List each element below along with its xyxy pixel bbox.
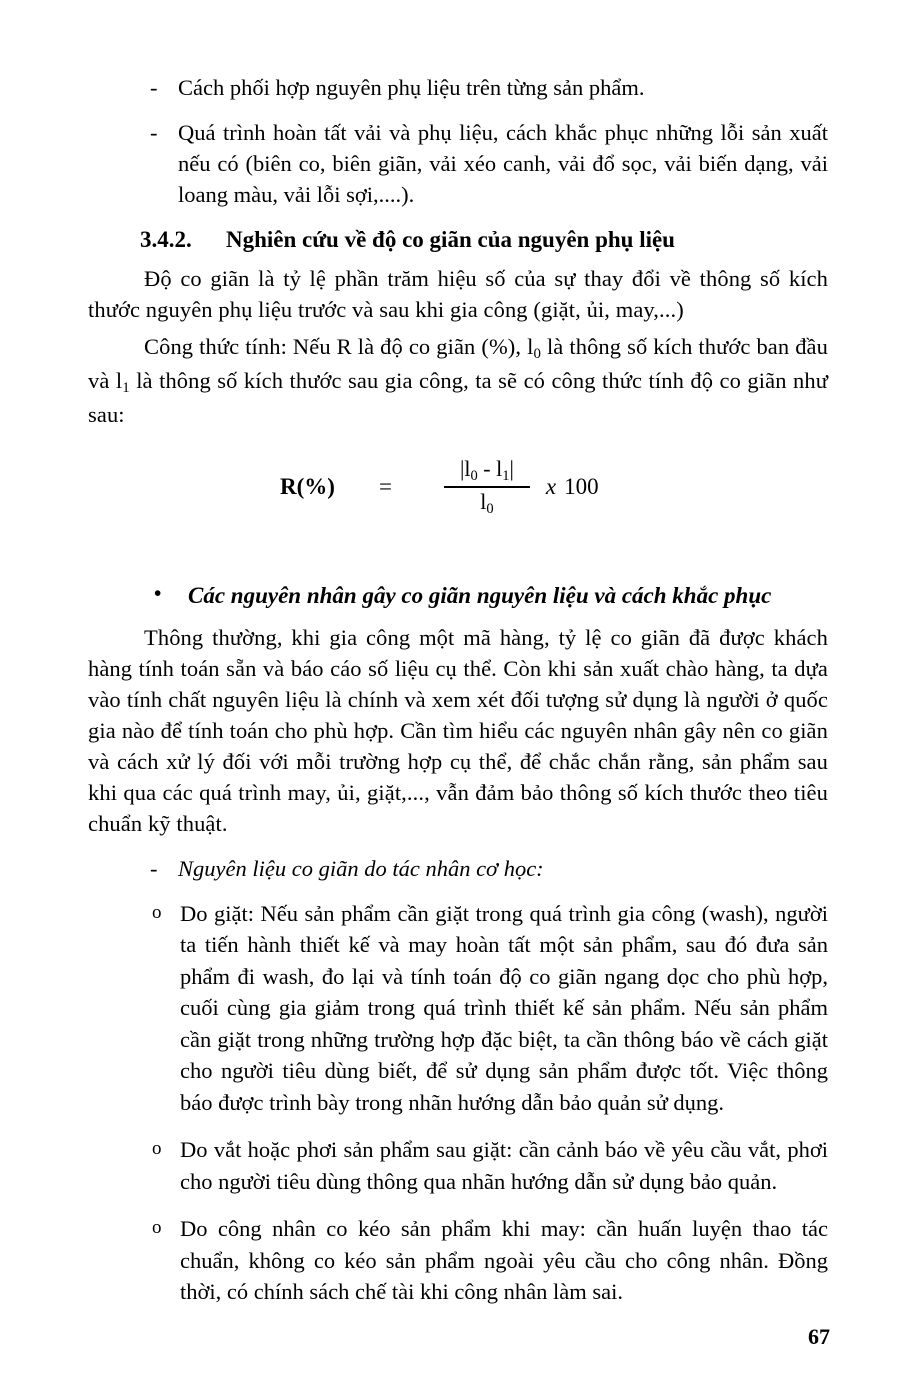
numerator-post: | — [509, 455, 514, 481]
bullet-heading-text: Các nguyên nhân gây co giãn nguyên liệu và cách khắc phục — [188, 582, 772, 608]
section-title: Nghiên cứu về độ co giãn của nguyên phụ liệu — [226, 227, 675, 253]
paragraph-body: Thông thường, khi gia công một mã hàng, tỷ lệ co giãn đã được khách hàng tính toán sẵn và báo cáo số liệu cụ thể. Còn khi sản xuất chào hàng, ta dựa vào tính chất nguyên liệu là chính và xem xét đối tượng sử dụng là người ở quốc gia nào để tính toán cho phù hợp. Cần tìm hiểu các nguyên nhân gây nên co giãn và cách xử lý đối với mỗi trường hợp cụ thể, để chắc chắn rằng, sản phẩm sau khi qua các quá trình may, ủi, giặt,..., vẫn đảm bảo thông số kích thước theo tiêu chuẩn kỹ thuật. — [88, 624, 828, 836]
circle-list-item — [88, 898, 828, 1119]
formula-intro-sub-1: 1 — [122, 380, 130, 397]
numerator-sub-0: 0 — [470, 467, 478, 484]
section-heading — [88, 224, 828, 255]
formula-multiply-symbol: x — [545, 473, 557, 499]
formula-intro-sub-0: 0 — [533, 346, 541, 363]
circle-list-item-text: Do giặt: Nếu sản phẩm cần giặt trong quá trình gia công (wash), người ta tiến hành thiết kế và may hoàn tất một sản phẩm, sau đó đưa sản phẩm đi wash, đo lại và tính toán độ co giãn ngang dọc cho phù hợp, cuối cùng gia giảm trong quá trình thiết kế sản phẩm. Nếu sản phẩm cần giặt trong những trường hợp đặc biệt, ta cần thông báo về cách giặt cho người tiêu dùng biết, để sử dụng sản phẩm được tốt. Việc thông báo được trình bày trong nhãn hướng dẫn bảo quản sử dụng. — [180, 900, 828, 1115]
dash-marker: - — [150, 855, 158, 881]
denominator-pre: l — [480, 488, 487, 514]
circle-list-item-text: Do công nhân co kéo sản phẩm khi may: cần huấn luyện thao tác chuẩn, không co kéo sản phẩm ngoài yêu cầu cho công nhân. Đồng thời, có chính sách chế tài khi công nhân làm sai. — [180, 1216, 828, 1305]
numerator-sub-1: 1 — [502, 467, 510, 484]
page-number: 67 — [808, 1324, 830, 1349]
section-number: 3.4.2. — [140, 227, 192, 253]
formula-intro-part1: Công thức tính: Nếu R là độ co giãn (%), l — [144, 334, 534, 360]
formula-intro-part3: là thông số kích thước sau gia công, ta sẽ có công thức tính độ co giãn như sau: — [88, 367, 828, 427]
circle-list-item-text: Do vắt hoặc phơi sản phẩm sau giặt: cần cảnh báo về yêu cầu vắt, phơi cho người tiêu dùng thông qua nhãn hướng dẫn sử dụng bảo quản. — [180, 1137, 828, 1194]
bullet-heading — [88, 580, 828, 612]
formula-numerator — [454, 456, 520, 486]
formula-lhs: R(%) — [280, 473, 335, 499]
list-item — [88, 117, 828, 210]
circle-list-item — [88, 1134, 828, 1197]
formula-fraction — [444, 456, 530, 518]
dash-marker: - — [150, 75, 158, 100]
list-item-text: Cách phối hợp nguyên phụ liệu trên từng sản phẩm. — [178, 75, 645, 100]
sub-list-item — [88, 853, 828, 884]
formula-denominator — [474, 488, 499, 518]
numerator-mid: - l — [477, 455, 503, 481]
page-content — [88, 72, 828, 1324]
paragraph-definition: Độ co giãn là tỷ lệ phần trăm hiệu số của sự thay đổi về thông số kích thước nguyên phụ liệu trước và sau khi gia công (giặt, ủi, may,...) — [88, 266, 828, 323]
list-item — [88, 72, 828, 103]
paragraph-formula-intro — [88, 331, 828, 429]
spacer — [88, 526, 828, 554]
sub-list-item-text: Nguyên liệu co giãn do tác nhân cơ học: — [178, 855, 544, 881]
dash-marker: - — [150, 120, 158, 146]
formula-intro-part2: là thông số kích thước ban đầu và l — [88, 334, 828, 393]
formula-equals: = — [378, 473, 392, 499]
denominator-sub: 0 — [486, 500, 494, 517]
formula-block — [88, 456, 828, 518]
numerator-pre: |l — [459, 455, 471, 481]
list-item-text: Quá trình hoàn tất vải và phụ liệu, cách khắc phục những lỗi sản xuất nếu có (biên co, biên giãn, vải xéo canh, vải đổ sọc, vải biến dạng, vải loang màu, vải lỗi sợi,....). — [178, 120, 828, 208]
circle-marker-icon: o — [152, 901, 162, 923]
circle-list-item — [88, 1213, 828, 1308]
circle-marker-icon: o — [152, 1217, 162, 1239]
circle-marker-icon: o — [152, 1138, 162, 1160]
bullet-marker-icon: • — [154, 580, 162, 605]
formula-multiply-value: 100 — [564, 473, 599, 499]
